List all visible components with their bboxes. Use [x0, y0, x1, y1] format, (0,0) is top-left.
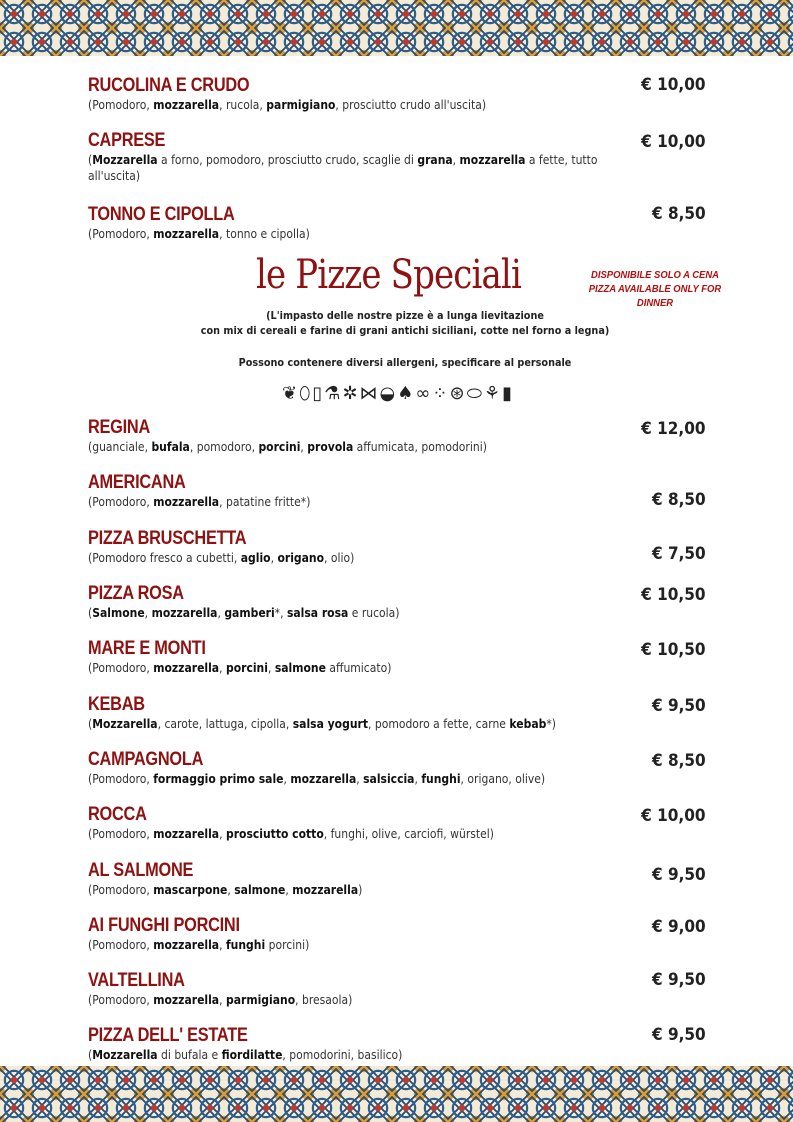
menu-item [88, 970, 706, 1008]
item-price: € 10,50 [641, 640, 706, 660]
item-name: REGINA [88, 417, 151, 438]
crustacean-icon: ✲ [342, 382, 358, 404]
item-name: AMERICANA [88, 472, 186, 493]
item-price: € 10,00 [641, 132, 706, 152]
item-name: KEBAB [88, 694, 145, 715]
menu-item [88, 130, 706, 184]
dough-description [189, 308, 620, 338]
item-description: (Pomodoro, mozzarella, patatine fritte*) [88, 495, 311, 509]
item-description: (Salmone, mozzarella, gamberi*, salsa rosa e rucola) [88, 606, 400, 620]
menu-item [88, 860, 706, 898]
item-price: € 10,00 [641, 75, 706, 95]
item-description: (Mozzarella a forno, pomodoro, prosciutto crudo, scaglie di grana, mozzarella a fette, tutto all'uscita) [88, 153, 598, 183]
item-description: (Pomodoro, mozzarella, prosciutto cotto, funghi, olive, carciofi, würstel) [88, 827, 495, 841]
item-price: € 10,00 [641, 806, 706, 826]
peanut-icon: ∞ [415, 382, 431, 404]
item-description: (Mozzarella, carote, lattuga, cipolla, salsa yogurt, pomodoro a fette, carne kebab*) [88, 717, 556, 731]
item-description: (Pomodoro, mozzarella, porcini, salmone affumicato) [88, 661, 392, 675]
item-price: € 9,50 [652, 1025, 706, 1045]
item-description: (Mozzarella di bufala e fiordilatte, pomodorini, basilico) [88, 1048, 403, 1062]
item-name: CAMPAGNOLA [88, 749, 204, 770]
menu-item [88, 1025, 706, 1063]
item-description: (guanciale, bufala, pomodoro, porcini, provola affumicata, pomodorini) [88, 440, 487, 454]
menu-item [88, 804, 706, 842]
dough-line-1: (L'impasto delle nostre pizze è a lunga lievitazione [266, 309, 544, 322]
menu-item [88, 638, 706, 676]
lab-flask-icon: ⚗ [324, 382, 341, 404]
item-name: TONNO E CIPOLLA [88, 204, 235, 225]
item-price: € 12,00 [641, 419, 706, 439]
item-price: € 10,50 [641, 585, 706, 605]
item-name: RUCOLINA E CRUDO [88, 75, 250, 96]
item-description: (Pomodoro, mozzarella, funghi porcini) [88, 938, 310, 952]
item-name: PIZZA ROSA [88, 583, 184, 604]
decorative-tile-border-top [0, 0, 793, 56]
dinner-note-english: PIZZA AVAILABLE ONLY FOR DINNER [588, 283, 722, 309]
nut-icon: ⬭ [466, 382, 482, 404]
celery-icon: ⚘ [483, 382, 501, 404]
menu-item [88, 204, 706, 242]
menu-item [88, 694, 706, 732]
section-title: le Pizze Speciali [256, 252, 521, 298]
item-name: AL SALMONE [88, 860, 194, 881]
item-name: PIZZA DELL' ESTATE [88, 1025, 248, 1046]
mustard-icon: ⊛ [449, 382, 465, 404]
item-description: (Pomodoro, mozzarella, tonno e cipolla) [88, 227, 310, 241]
item-price: € 8,50 [652, 490, 706, 510]
item-price: € 8,50 [652, 204, 706, 224]
item-description: (Pomodoro, mascarpone, salmone, mozzarella) [88, 883, 363, 897]
item-price: € 9,50 [652, 696, 706, 716]
decorative-tile-border-bottom [0, 1066, 793, 1122]
item-name: MARE E MONTI [88, 638, 206, 659]
sesame-icon: ⁘ [432, 382, 448, 404]
gluten-icon: ❦ [281, 382, 298, 404]
allergen-note: Possono contenere diversi allergeni, specificare al personale [238, 356, 572, 369]
egg-icon: ⬯ [299, 382, 311, 404]
item-name: AI FUNGHI PORCINI [88, 915, 240, 936]
menu-item [88, 75, 706, 113]
fish-icon: ⋈ [359, 382, 378, 404]
menu-item [88, 528, 706, 566]
milk-icon: ▯ [312, 382, 323, 404]
lupin-icon: ♠ [397, 382, 414, 404]
menu-item [88, 417, 706, 455]
menu-item [88, 915, 706, 953]
dinner-note-italian: DISPONIBILE SOLO A CENA [591, 269, 719, 281]
item-description: (Pomodoro, mozzarella, parmigiano, bresaola) [88, 993, 353, 1007]
item-name: CAPRESE [88, 130, 166, 151]
item-description: (Pomodoro, formaggio primo sale, mozzarella, salsiccia, funghi, origano, olive) [88, 772, 546, 786]
item-name: PIZZA BRUSCHETTA [88, 528, 247, 549]
dough-line-2: con mix di cereali e farine di grani antichi siciliani, cotte nel forno a legna) [200, 324, 610, 337]
item-price: € 9,50 [652, 970, 706, 990]
item-price: € 8,50 [652, 751, 706, 771]
item-price: € 9,50 [652, 865, 706, 885]
menu-item [88, 472, 706, 510]
item-price: € 7,50 [652, 544, 706, 564]
sauce-bottle-icon: ▮ [502, 382, 512, 404]
item-name: VALTELLINA [88, 970, 185, 991]
item-price: € 9,00 [652, 917, 706, 937]
dinner-only-note [570, 268, 741, 310]
allergen-icons-row [252, 378, 542, 408]
item-description: (Pomodoro, mozzarella, rucola, parmigiano, prosciutto crudo all'uscita) [88, 98, 487, 112]
menu-item [88, 583, 706, 621]
item-description: (Pomodoro fresco a cubetti, aglio, origano, olio) [88, 551, 355, 565]
menu-item [88, 749, 706, 787]
mollusc-icon: ◒ [379, 382, 396, 404]
item-name: ROCCA [88, 804, 147, 825]
